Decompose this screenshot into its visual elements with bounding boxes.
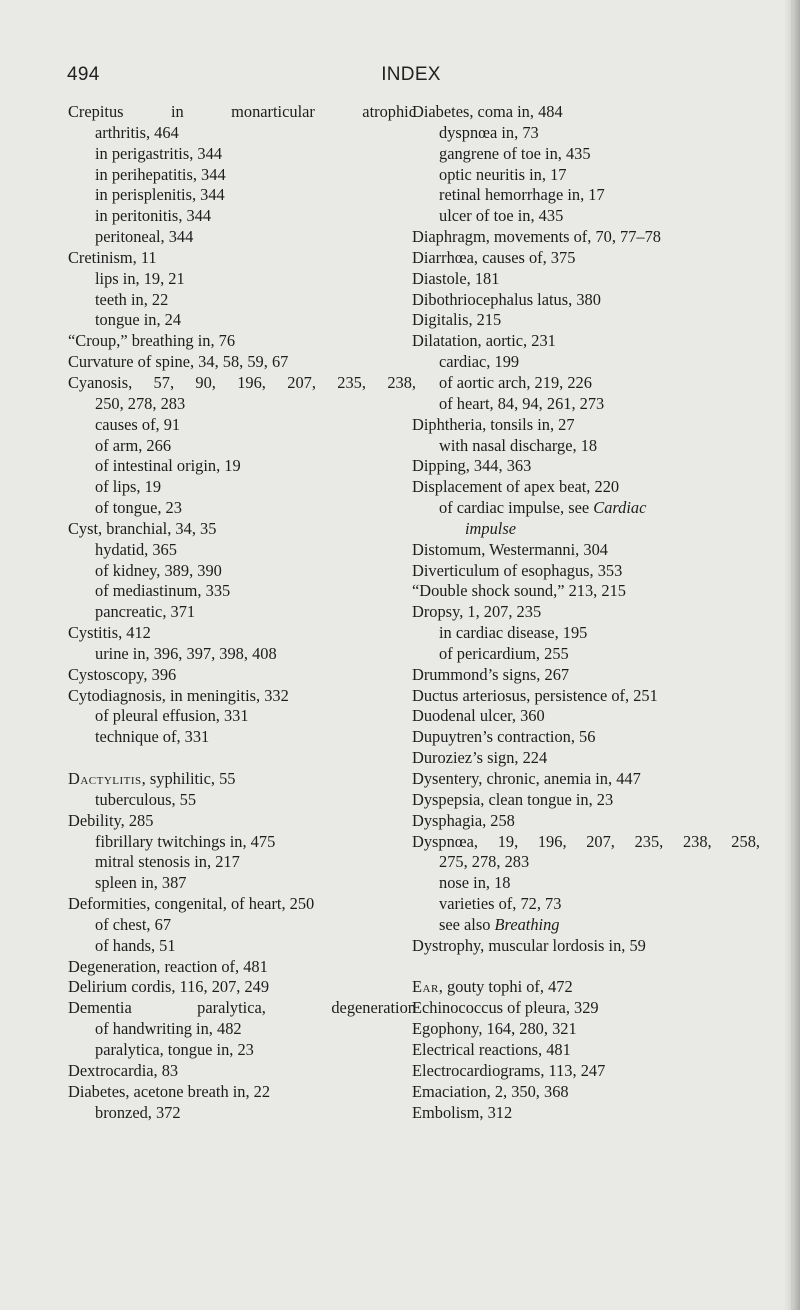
index-subentry: urine in, 396, 397, 398, 408 — [95, 643, 277, 663]
index-subentry: in peritonitis, 344 — [95, 206, 212, 226]
index-subentry: peritoneal, 344 — [95, 227, 194, 247]
index-subentry: hydatid, 365 — [95, 539, 177, 559]
index-entry: Dyspepsia, clean tongue in, 23 — [412, 789, 614, 809]
index-entry: Diphtheria, tonsils in, 27 — [412, 414, 575, 434]
index-subentry: tuberculous, 55 — [95, 789, 197, 809]
page-number: 494 — [67, 64, 100, 85]
index-entry: Cystitis, 412 — [68, 623, 151, 643]
page-edge — [784, 0, 800, 1310]
index-entry: Dysphagia, 258 — [412, 810, 515, 830]
index-entry — [68, 769, 416, 790]
index-entry: Embolism, 312 — [412, 1102, 513, 1122]
index-entry: Crepitus in monarticular atrophic — [68, 102, 416, 121]
index-subentry: varieties of, 72, 73 — [439, 894, 562, 914]
entry-rest: , syphilitic, 55 — [141, 769, 236, 788]
index-subentry: with nasal discharge, 18 — [439, 435, 598, 455]
index-entry: Echinococcus of pleura, 329 — [412, 998, 599, 1018]
index-entry: Dyspnœa, 19, 196, 207, 235, 238, 258, — [412, 831, 760, 851]
index-subentry: of pericardium, 255 — [439, 643, 569, 663]
index-subentry: gangrene of toe in, 435 — [439, 143, 591, 163]
index-column-left — [68, 102, 416, 1123]
index-subentry: of aortic arch, 219, 226 — [439, 372, 592, 392]
entry-lead-word: Dactylitis — [68, 769, 142, 788]
index-entry: Duroziez’s sign, 224 — [412, 748, 548, 768]
index-subentry: in perisplenitis, 344 — [95, 185, 225, 205]
index-subentry: spleen in, 387 — [95, 873, 187, 893]
index-subentry — [412, 498, 760, 519]
cross-reference: Breathing — [494, 914, 560, 934]
index-subentry: of mediastinum, 335 — [95, 581, 231, 601]
index-entry: Distomum, Westermanni, 304 — [412, 539, 608, 559]
index-subentry: of arm, 266 — [95, 435, 172, 455]
entry-lead-word: Ear — [412, 977, 439, 997]
entry-text: of cardiac impulse, see — [439, 498, 594, 518]
index-subentry: dyspnœa in, 73 — [439, 122, 539, 142]
index-entry: Degeneration, reaction of, 481 — [68, 956, 268, 976]
index-entry: Emaciation, 2, 350, 368 — [412, 1081, 569, 1101]
index-subentry: of hands, 51 — [95, 935, 176, 955]
index-entry: Cystoscopy, 396 — [68, 664, 177, 684]
index-subentry: 250, 278, 283 — [95, 393, 186, 413]
index-entry: Diverticulum of esophagus, 353 — [412, 560, 623, 580]
index-subentry: arthritis, 464 — [95, 122, 179, 142]
index-subentry: of handwriting in, 482 — [95, 1019, 242, 1039]
index-entry: Dibothriocephalus latus, 380 — [412, 289, 601, 309]
index-subentry: lips in, 19, 21 — [95, 268, 185, 288]
index-entry: Curvature of spine, 34, 58, 59, 67 — [68, 352, 289, 372]
index-subentry: in cardiac disease, 195 — [439, 623, 588, 643]
index-subentry: cardiac, 199 — [439, 352, 520, 372]
index-subentry: in perigastritis, 344 — [95, 143, 223, 163]
index-entry: Cytodiagnosis, in meningitis, 332 — [68, 685, 289, 705]
index-entry — [412, 977, 760, 998]
index-subentry — [412, 915, 760, 936]
index-entry: Ductus arteriosus, persistence of, 251 — [412, 685, 658, 705]
index-subentry: 275, 278, 283 — [439, 852, 530, 872]
index-subentry: of kidney, 389, 390 — [95, 560, 222, 580]
index-subentry: fibrillary twitchings in, 475 — [95, 831, 276, 851]
index-subentry: mitral stenosis in, 217 — [95, 852, 240, 872]
index-subentry: retinal hemorrhage in, 17 — [439, 185, 605, 205]
index-entry: “Double shock sound,” 213, 215 — [412, 581, 626, 601]
index-subentry: of chest, 67 — [95, 914, 172, 934]
index-entry: Egophony, 164, 280, 321 — [412, 1019, 577, 1039]
entry-text: see also — [439, 914, 495, 934]
index-subentry: of lips, 19 — [95, 477, 162, 497]
index-subentry: ulcer of toe in, 435 — [439, 206, 564, 226]
index-entry: Electrocardiograms, 113, 247 — [412, 1060, 606, 1080]
index-entry: Delirium cordis, 116, 207, 249 — [68, 977, 270, 997]
index-entry: Dextrocardia, 83 — [68, 1060, 179, 1080]
index-entry: Dystrophy, muscular lordosis in, 59 — [412, 935, 646, 955]
running-head: INDEX — [381, 64, 441, 85]
index-entry: Digitalis, 215 — [412, 310, 502, 330]
index-entry: “Croup,” breathing in, 76 — [68, 331, 236, 351]
index-entry: Dipping, 344, 363 — [412, 456, 532, 476]
index-subentry: in perihepatitis, 344 — [95, 164, 226, 184]
index-subentry: teeth in, 22 — [95, 289, 169, 309]
index-entry: Cyst, branchial, 34, 35 — [68, 518, 217, 538]
index-entry: Diarrhœa, causes of, 375 — [412, 247, 576, 267]
index-subentry: impulse — [465, 518, 516, 538]
index-entry: Electrical reactions, 481 — [412, 1039, 571, 1059]
index-subentry: pancreatic, 371 — [95, 602, 196, 622]
index-entry: Displacement of apex beat, 220 — [412, 477, 620, 497]
index-entry: Cyanosis, 57, 90, 196, 207, 235, 238, — [68, 372, 416, 392]
cross-reference: Cardiac — [593, 498, 647, 518]
index-entry: Dementia paralytica, degeneration — [68, 998, 416, 1018]
index-subentry: optic neuritis in, 17 — [439, 164, 567, 184]
index-subentry: bronzed, 372 — [95, 1102, 181, 1122]
index-entry: Diabetes, acetone breath in, 22 — [68, 1081, 271, 1101]
entry-rest: , gouty tophi of, 472 — [438, 977, 573, 997]
index-subentry: of intestinal origin, 19 — [95, 456, 241, 476]
index-subentry: of tongue, 23 — [95, 498, 182, 518]
index-entry: Duodenal ulcer, 360 — [412, 706, 545, 726]
index-entry: Cretinism, 11 — [68, 247, 157, 267]
index-entry: Debility, 285 — [68, 810, 154, 830]
index-subentry: paralytica, tongue in, 23 — [95, 1039, 254, 1059]
index-entry: Dupuytren’s contraction, 56 — [412, 727, 596, 747]
index-entry: Diastole, 181 — [412, 268, 500, 288]
index-column-right — [412, 102, 760, 1123]
index-subentry: of heart, 84, 94, 261, 273 — [439, 393, 605, 413]
page-header — [67, 64, 747, 88]
index-entry: Diabetes, coma in, 484 — [412, 102, 563, 121]
index-entry: Dropsy, 1, 207, 235 — [412, 602, 542, 622]
index-entry: Diaphragm, movements of, 70, 77–78 — [412, 227, 662, 247]
index-subentry: tongue in, 24 — [95, 310, 182, 330]
index-entry: Deformities, congenital, of heart, 250 — [68, 894, 315, 914]
index-subentry: nose in, 18 — [439, 873, 511, 893]
index-subentry: of pleural effusion, 331 — [95, 706, 249, 726]
index-subentry: technique of, 331 — [95, 727, 210, 747]
index-entry: Drummond’s signs, 267 — [412, 664, 570, 684]
index-entry: Dilatation, aortic, 231 — [412, 331, 556, 351]
index-entry: Dysentery, chronic, anemia in, 447 — [412, 769, 641, 788]
index-subentry: causes of, 91 — [95, 414, 181, 434]
